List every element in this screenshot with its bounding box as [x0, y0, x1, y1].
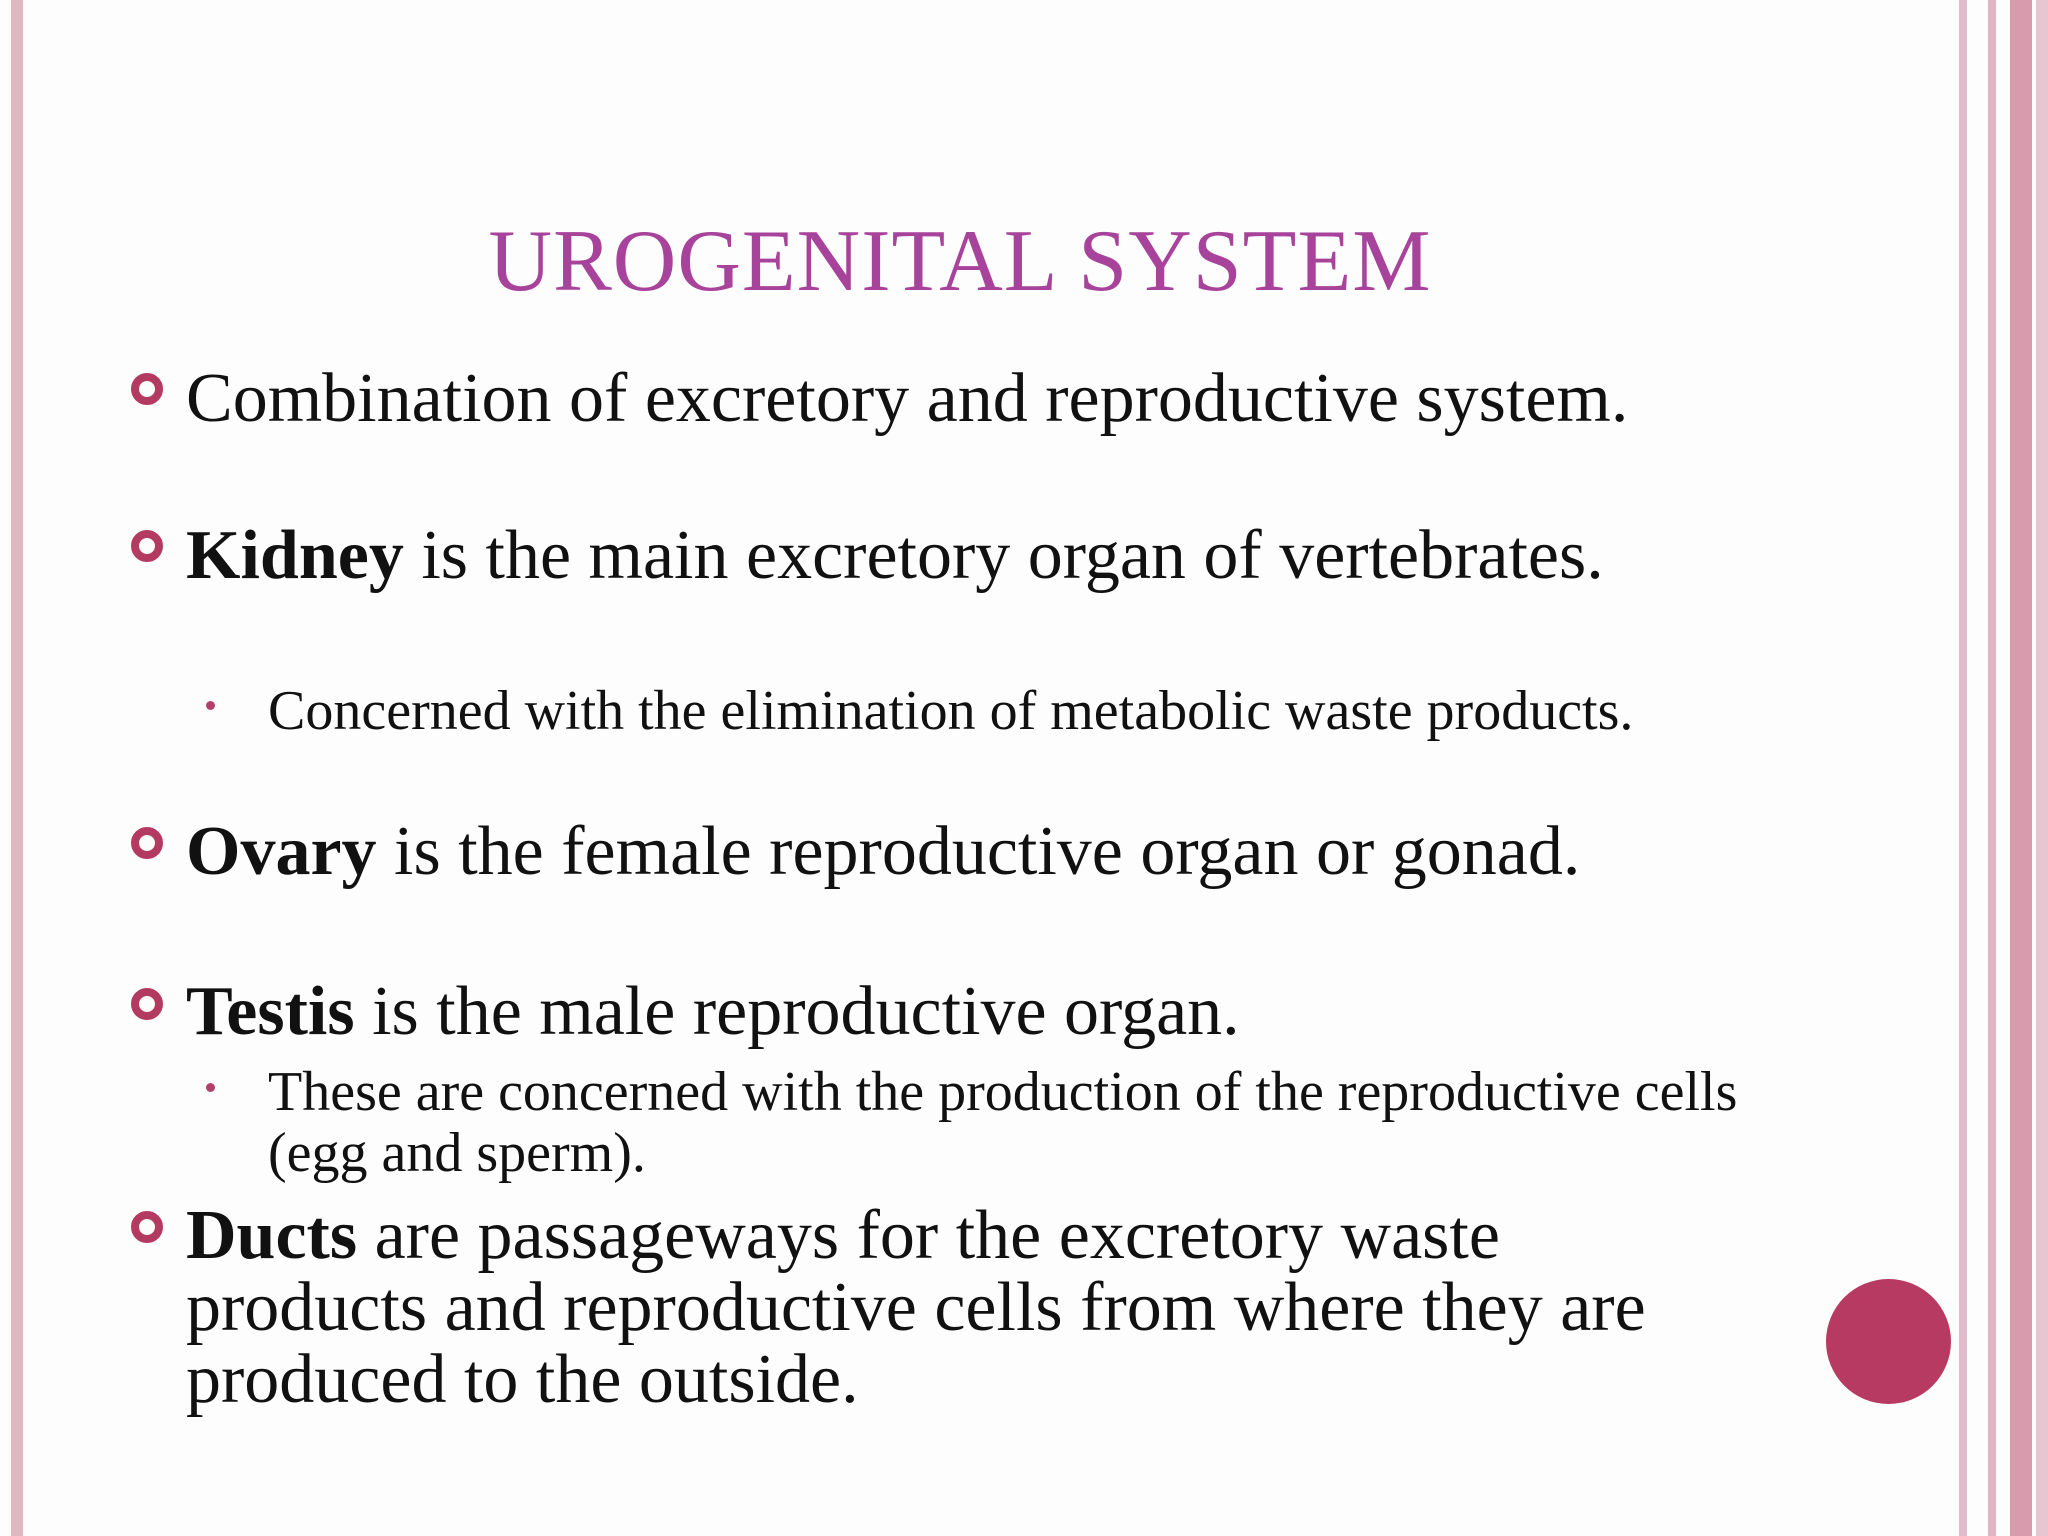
sub-bullet-item	[268, 681, 1768, 742]
sub-bullet-dot-icon	[206, 1083, 215, 1092]
bullet-item	[186, 813, 1706, 890]
sub-bullet-text: Concerned with the elimination of metabolic waste products.	[268, 680, 1634, 742]
bullet-item	[186, 360, 1706, 437]
bullet-ring-icon	[131, 530, 163, 562]
bullet-ring-icon	[131, 827, 163, 859]
bullet-text: Combination of excretory and reproductive system.	[186, 360, 1629, 437]
decorative-circle	[1826, 1279, 1951, 1404]
slide-title: UROGENITAL SYSTEM	[488, 213, 1432, 310]
sub-bullet-text: These are concerned with the production of the reproductive cells (egg and sperm).	[268, 1061, 1738, 1184]
bullet-item	[186, 517, 1706, 594]
bullet-bold-term: Ovary	[186, 813, 377, 890]
bullet-bold-term: Kidney	[186, 517, 404, 594]
bullet-text: is the male reproductive organ.	[354, 973, 1240, 1050]
sub-bullet-dot-icon	[206, 701, 215, 710]
bullet-text: are passageways for the excretory waste products and reproductive cells from where they are produced to the outside.	[186, 1197, 1646, 1418]
bullet-ring-icon	[131, 373, 163, 405]
bullet-text: is the main excretory organ of vertebrates.	[403, 517, 1604, 594]
bullet-text: is the female reproductive organ or gonad.	[376, 813, 1581, 890]
bullet-bold-term: Ducts	[186, 1197, 358, 1274]
bullet-item	[186, 973, 1706, 1050]
bullet-ring-icon	[131, 988, 163, 1020]
bullet-item	[186, 1197, 1706, 1418]
bullet-ring-icon	[131, 1211, 163, 1243]
bullet-bold-term: Testis	[186, 973, 355, 1050]
sub-bullet-item	[268, 1062, 1768, 1184]
